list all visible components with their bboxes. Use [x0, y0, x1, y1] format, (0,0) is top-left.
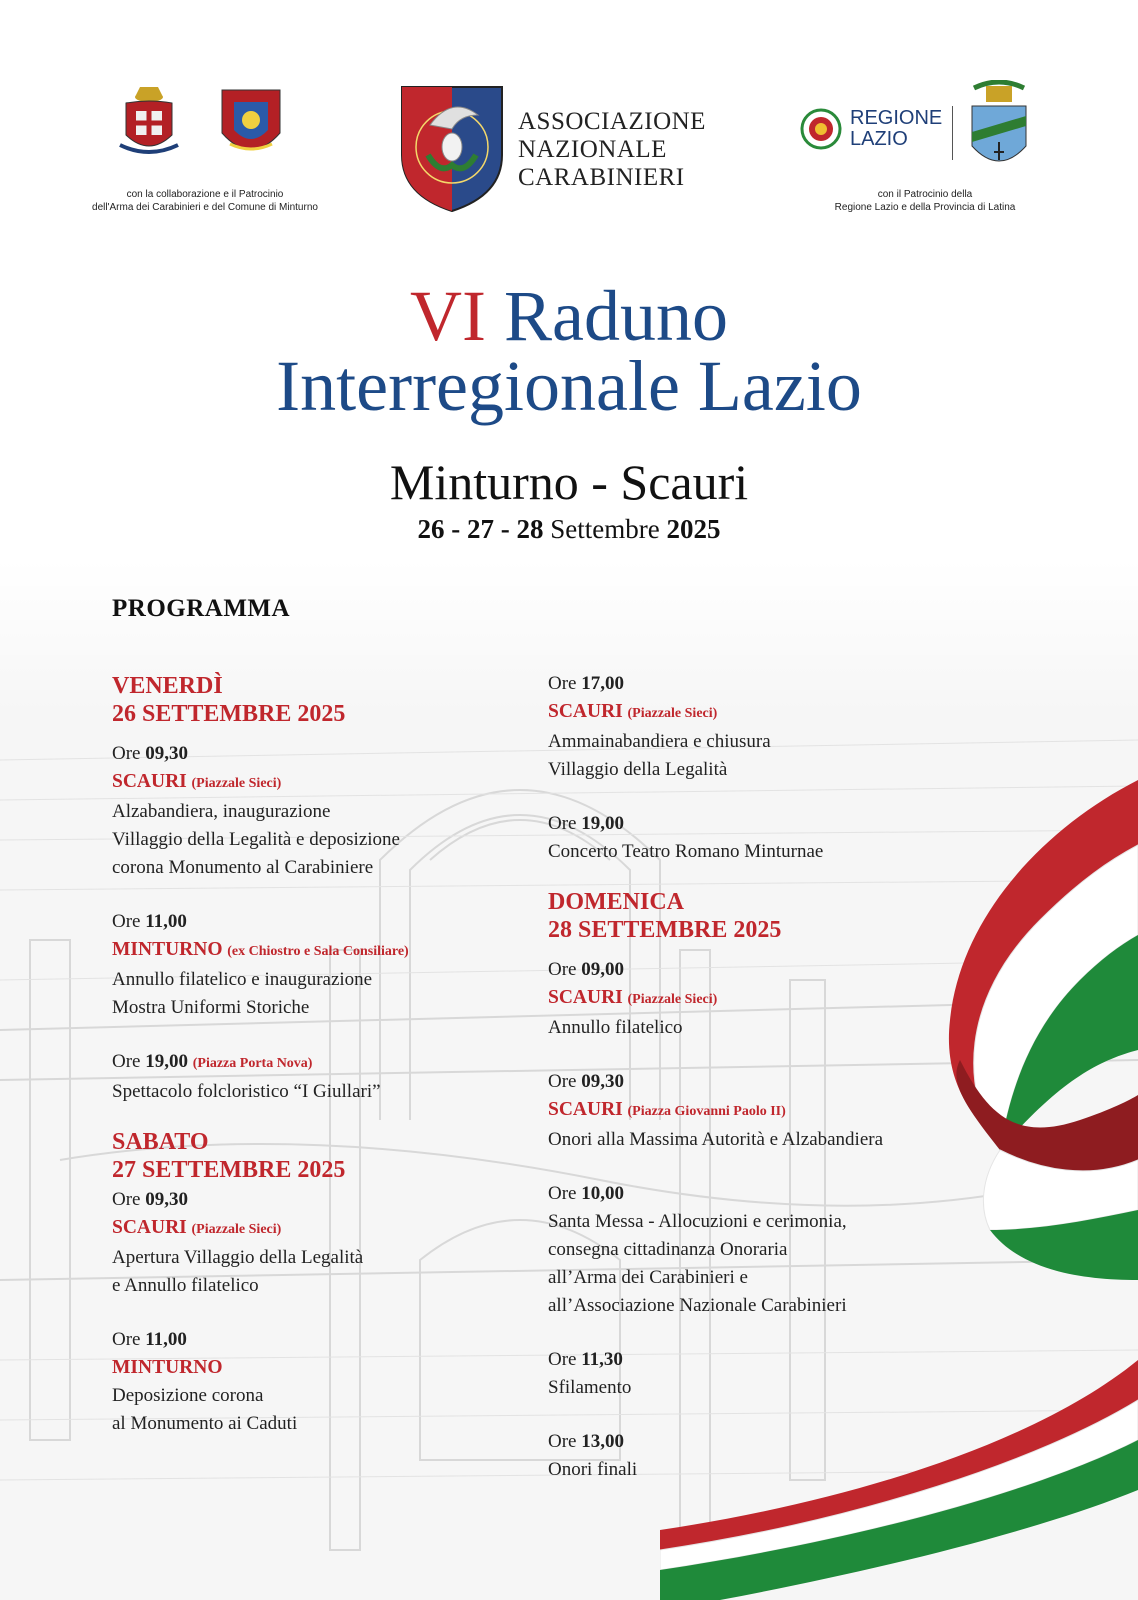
- day-heading-friday: VENERDÌ 26 SETTEMBRE 2025: [112, 673, 346, 727]
- event-item: Ore 19,00 (Piazza Porta Nova) Spettacolo folcloristico “I Giullari”: [112, 1051, 381, 1102]
- provincia-di-latina-coat-of-arms-logo: [968, 80, 1030, 176]
- program-left-column: [112, 672, 532, 1438]
- day-heading-sunday: DOMENICA 28 SETTEMBRE 2025: [548, 889, 782, 943]
- programma-heading: PROGRAMMA: [112, 595, 291, 622]
- event-location: Minturno - Scauri: [389, 454, 749, 510]
- event-title-line1: VI Raduno: [410, 276, 728, 356]
- left-patronage-caption: con la collaborazione e il Patrocinio dell'Arma dei Carabinieri e del Comune di Minturno: [92, 189, 318, 213]
- day-heading-saturday: SABATO 27 SETTEMBRE 2025: [112, 1129, 346, 1183]
- event-item: Ore 11,00 MINTURNO (ex Chiostro e Sala Consiliare) Annullo filatelico e inaugurazione Mostra Uniformi Storiche: [112, 911, 409, 1018]
- event-item: Ore 19,00 Concerto Teatro Romano Minturnae: [548, 813, 824, 862]
- event-item: Ore 09,30 SCAURI (Piazza Giovanni Paolo II) Onori alla Massima Autorità e Alzabandiera: [548, 1071, 884, 1150]
- minturno-coat-of-arms-logo: [220, 88, 282, 163]
- event-item: Ore 11,00 MINTURNO Deposizione corona al Monumento ai Caduti: [112, 1329, 298, 1434]
- event-item: Ore 17,00 SCAURI (Piazzale Sieci) Ammainabandiera e chiusura Villaggio della Legalità: [548, 673, 771, 780]
- event-item: Ore 09,30 SCAURI (Piazzale Sieci) Alzabandiera, inaugurazione Villaggio della Legalità e deposizione corona Monumento al Carabiniere: [112, 743, 400, 878]
- event-item: Ore 11,30 Sfilamento: [548, 1349, 632, 1398]
- regione-lazio-label: REGIONE LAZIO: [850, 107, 943, 150]
- event-item: Ore 09,30 SCAURI (Piazzale Sieci) Apertura Villaggio della Legalità e Annullo filatelico: [112, 1189, 364, 1296]
- event-item: Ore 09,00 SCAURI (Piazzale Sieci) Annullo filatelico: [548, 959, 718, 1038]
- program-right-column: [548, 670, 988, 1484]
- carabinieri-coat-of-arms-logo: [118, 85, 180, 165]
- event-item: Ore 13,00 Onori finali: [548, 1431, 638, 1480]
- regione-lazio-emblem-logo: [800, 108, 842, 150]
- right-patronage-caption: con il Patrocinio della Regione Lazio e della Provincia di Latina: [834, 189, 1016, 213]
- association-name: ASSOCIAZIONE NAZIONALE CARABINIERI: [518, 108, 706, 191]
- logo-divider: [952, 106, 953, 160]
- associazione-nazionale-carabinieri-shield-logo: [400, 85, 504, 213]
- event-item: Ore 10,00 Santa Messa - Allocuzioni e cerimonia, consegna cittadinanza Onoraria all’Arma dei Carabinieri e all’Associazione Nazionale Carabinieri: [548, 1183, 847, 1316]
- event-dates: 26 - 27 - 28 Settembre 2025: [417, 514, 721, 544]
- event-title-line2: Interregionale Lazio: [276, 346, 862, 426]
